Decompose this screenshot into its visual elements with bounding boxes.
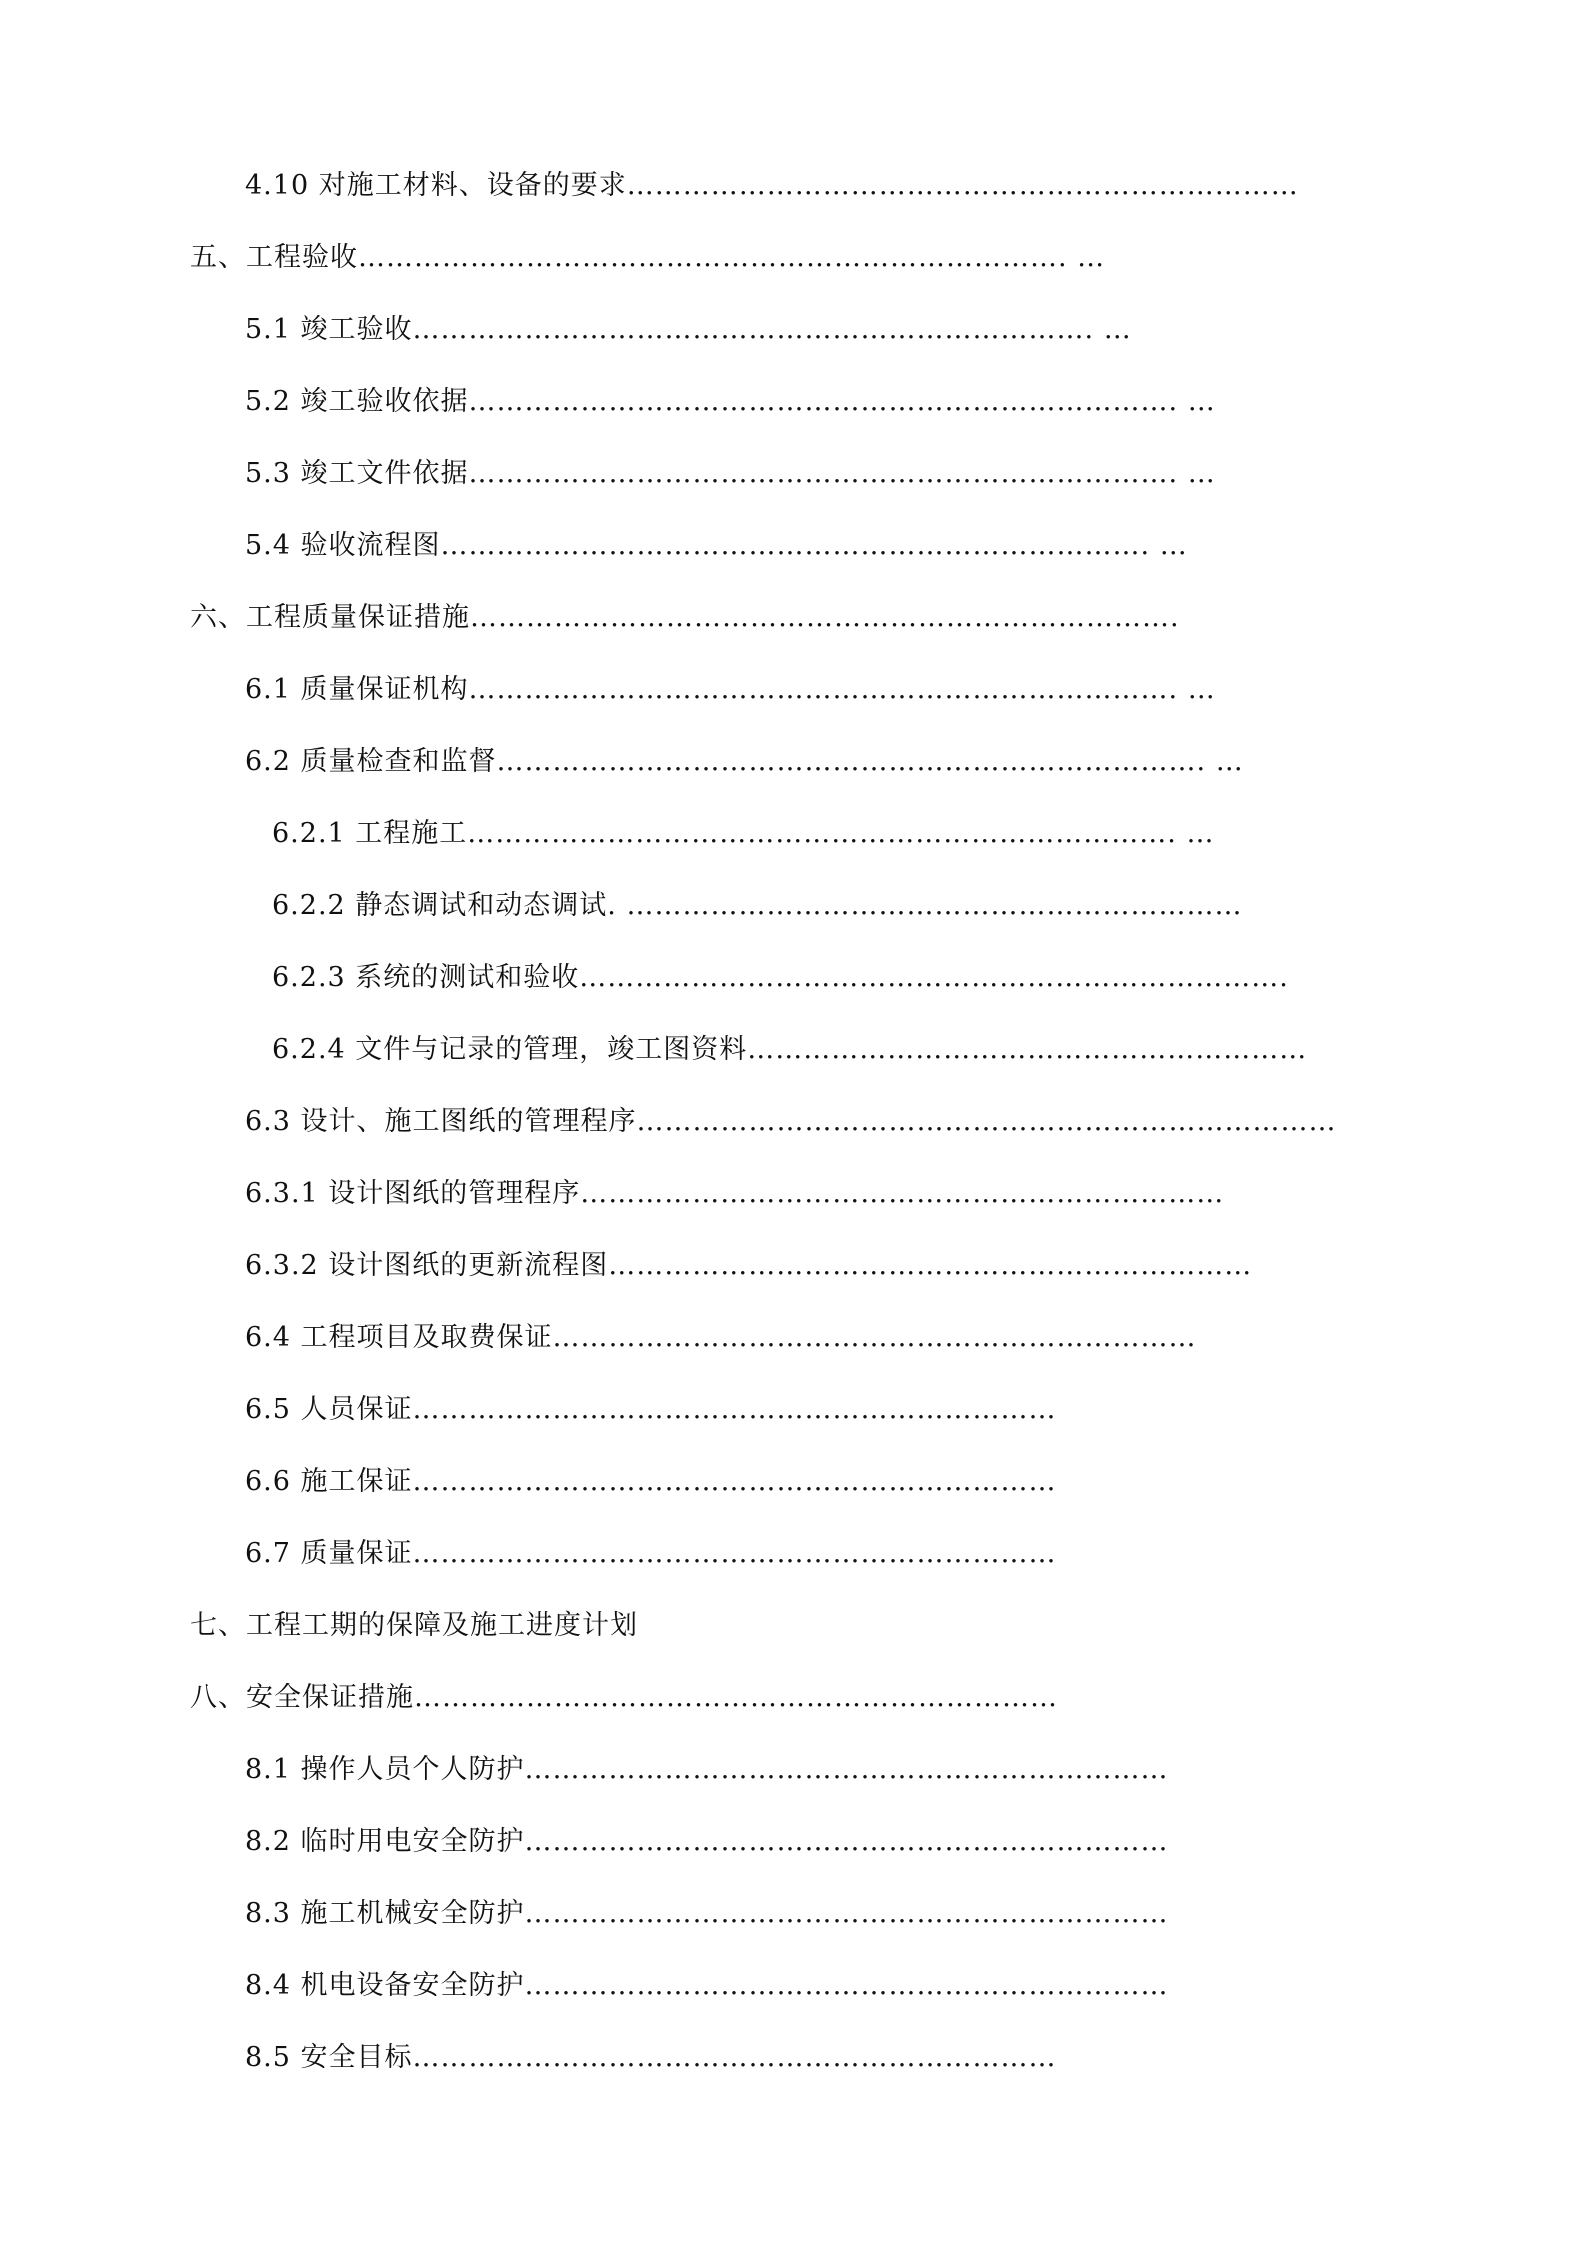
toc-entry-leader: …………………………………………………………………. … <box>496 746 1244 777</box>
toc-entry-number: 5.3 <box>245 458 291 489</box>
toc-entry-leader: …………………………………………………………… <box>412 2042 1057 2073</box>
toc-entry-title: 施工保证 <box>300 1466 413 1497</box>
toc-entry-leader: …………………………………………………………… <box>608 1250 1253 1281</box>
toc-entry-6-3-2[interactable] <box>245 1248 1252 1284</box>
toc-entry-leader: …………………………………………………………… <box>524 1826 1169 1857</box>
toc-entry-number: 6.3.2 <box>245 1250 319 1281</box>
toc-entry-title: 设计、施工图纸的管理程序 <box>300 1106 637 1137</box>
toc-entry-number: 6.2 <box>245 746 291 777</box>
toc-entry-5-3[interactable] <box>245 456 1216 492</box>
toc-entry-title: 竣工文件依据 <box>300 458 469 489</box>
toc-entry-leader: …………………………………………………… <box>747 1034 1308 1065</box>
toc-entry-leader: …………………………………………………………… <box>524 1754 1169 1785</box>
toc-entry-title: 系统的测试和验收 <box>355 962 580 993</box>
toc-entry-leader: ………………………………………………………………… <box>636 1106 1337 1137</box>
toc-entry-title: 设计图纸的更新流程图 <box>328 1250 609 1281</box>
toc-entry-number: 8.5 <box>245 2042 291 2073</box>
toc-entry-title: 工程质量保证措施 <box>246 602 470 633</box>
toc-entry-7[interactable] <box>190 1608 638 1644</box>
toc-entry-title: 施工机械安全防护 <box>300 1898 525 1929</box>
toc-entry-number: 6.3.1 <box>245 1178 319 1209</box>
toc-entry-4-10[interactable] <box>245 168 1299 204</box>
toc-entry-title: 工程工期的保障及施工进度计划 <box>246 1610 638 1641</box>
toc-entry-title: 人员保证 <box>300 1394 413 1425</box>
toc-entry-leader: …………………………………………………………………. … <box>440 530 1188 561</box>
toc-entry-6-6[interactable] <box>245 1464 1057 1500</box>
toc-entry-number: 4.10 <box>245 170 310 201</box>
toc-entry-6-3-1[interactable] <box>245 1176 1224 1212</box>
toc-entry-title: 工程验收 <box>246 242 358 273</box>
toc-entry-number: 六、 <box>190 602 246 633</box>
toc-entry-8-1[interactable] <box>245 1752 1169 1788</box>
toc-entry-number: 6.6 <box>245 1466 291 1497</box>
toc-entry-6-7[interactable] <box>245 1536 1057 1572</box>
toc-entry-leader: …………………………………………………………… <box>412 1466 1057 1497</box>
toc-entry-number: 6.2.4 <box>272 1034 346 1065</box>
toc-entry-number: 8.2 <box>245 1826 291 1857</box>
toc-entry-number: 6.5 <box>245 1394 291 1425</box>
toc-entry-number: 6.2.3 <box>272 962 346 993</box>
toc-entry-6-1[interactable] <box>245 672 1216 708</box>
toc-entry-6-2-3[interactable] <box>272 960 1289 996</box>
toc-entry-number: 6.1 <box>245 674 291 705</box>
toc-entry-title: 安全目标 <box>300 2042 413 2073</box>
toc-entry-5[interactable] <box>190 240 1105 276</box>
toc-entry-title: 竣工验收 <box>300 314 413 345</box>
toc-entry-5-4[interactable] <box>245 528 1188 564</box>
toc-entry-leader: ……………………………………………………………… <box>626 170 1299 201</box>
toc-entry-8-3[interactable] <box>245 1896 1169 1932</box>
toc-entry-title: 质量保证 <box>300 1538 413 1569</box>
toc-entry-6-2-4[interactable] <box>272 1032 1307 1068</box>
toc-entry-title: 质量检查和监督 <box>300 746 497 777</box>
toc-entry-8-5[interactable] <box>245 2040 1057 2076</box>
toc-entry-leader: …………………………………………………………… <box>524 1898 1169 1929</box>
toc-entry-number: 6.4 <box>245 1322 291 1353</box>
toc-entry-title: 机电设备安全防护 <box>300 1970 525 2001</box>
toc-entry-leader: …………………………………………………………………. … <box>468 674 1216 705</box>
toc-entry-title: 安全保证措施 <box>246 1682 414 1713</box>
toc-entry-leader: …………………………………………………………………. <box>470 602 1180 633</box>
toc-entry-number: 5.1 <box>245 314 291 345</box>
toc-entry-number: 八、 <box>190 1682 246 1713</box>
toc-entry-6-3[interactable] <box>245 1104 1337 1140</box>
toc-entry-6-2[interactable] <box>245 744 1244 780</box>
toc-entry-leader: …………………………………………………………………. … <box>358 242 1106 273</box>
toc-entry-number: 8.4 <box>245 1970 291 2001</box>
toc-entry-6-2-1[interactable] <box>272 816 1214 852</box>
toc-entry-number: 8.3 <box>245 1898 291 1929</box>
toc-entry-title: 对施工材料、设备的要求 <box>318 170 627 201</box>
toc-entry-number: 6.3 <box>245 1106 291 1137</box>
toc-entry-title: 临时用电安全防护 <box>300 1826 525 1857</box>
toc-entry-number: 6.2.1 <box>272 818 346 849</box>
toc-entry-leader: ………………………………………………………… <box>626 890 1243 921</box>
toc-entry-title: 操作人员个人防护 <box>300 1754 525 1785</box>
toc-entry-number: 五、 <box>190 242 246 273</box>
toc-entry-6-2-2[interactable] <box>272 888 1242 924</box>
toc-entry-number: 5.2 <box>245 386 291 417</box>
toc-entry-number: 七、 <box>190 1610 246 1641</box>
toc-entry-5-1[interactable] <box>245 312 1132 348</box>
toc-entry-title: 设计图纸的管理程序 <box>328 1178 581 1209</box>
toc-entry-leader: …………………………………………………………… <box>580 1178 1225 1209</box>
toc-entry-title: 质量保证机构 <box>300 674 469 705</box>
toc-entry-leader: …………………………………………………………… <box>524 1970 1169 2001</box>
toc-entry-leader: …………………………………………………………………. … <box>468 458 1216 489</box>
toc-entry-leader: …………………………………………………………………. <box>579 962 1289 993</box>
toc-entry-5-2[interactable] <box>245 384 1216 420</box>
toc-entry-8-4[interactable] <box>245 1968 1169 2004</box>
toc-entry-8[interactable] <box>190 1680 1058 1716</box>
toc-entry-title: 工程项目及取费保证 <box>300 1322 553 1353</box>
toc-entry-leader: ………………………………………………………………. … <box>412 314 1132 345</box>
toc-entry-leader: …………………………………………………………… <box>412 1538 1057 1569</box>
toc-entry-leader: …………………………………………………………………. … <box>468 386 1216 417</box>
toc-entry-6-4[interactable] <box>245 1320 1197 1356</box>
toc-entry-title: 文件与记录的管理，竣工图资料 <box>355 1034 748 1065</box>
toc-entry-6-5[interactable] <box>245 1392 1057 1428</box>
toc-entry-number: 5.4 <box>245 530 291 561</box>
toc-entry-number: 8.1 <box>245 1754 291 1785</box>
toc-entry-leader: …………………………………………………………… <box>414 1682 1058 1713</box>
toc-entry-8-2[interactable] <box>245 1824 1169 1860</box>
toc-entry-title: 工程施工 <box>355 818 468 849</box>
toc-entry-number: 6.2.2 <box>272 890 346 921</box>
toc-entry-leader: …………………………………………………………………. … <box>467 818 1215 849</box>
toc-entry-leader: …………………………………………………………… <box>412 1394 1057 1425</box>
toc-entry-6[interactable] <box>190 600 1180 636</box>
toc-entry-title: 验收流程图 <box>300 530 441 561</box>
toc-entry-title: 静态调试和动态调试. <box>355 890 617 921</box>
toc-entry-number: 6.7 <box>245 1538 291 1569</box>
toc-entry-leader: …………………………………………………………… <box>552 1322 1197 1353</box>
toc-entry-title: 竣工验收依据 <box>300 386 469 417</box>
